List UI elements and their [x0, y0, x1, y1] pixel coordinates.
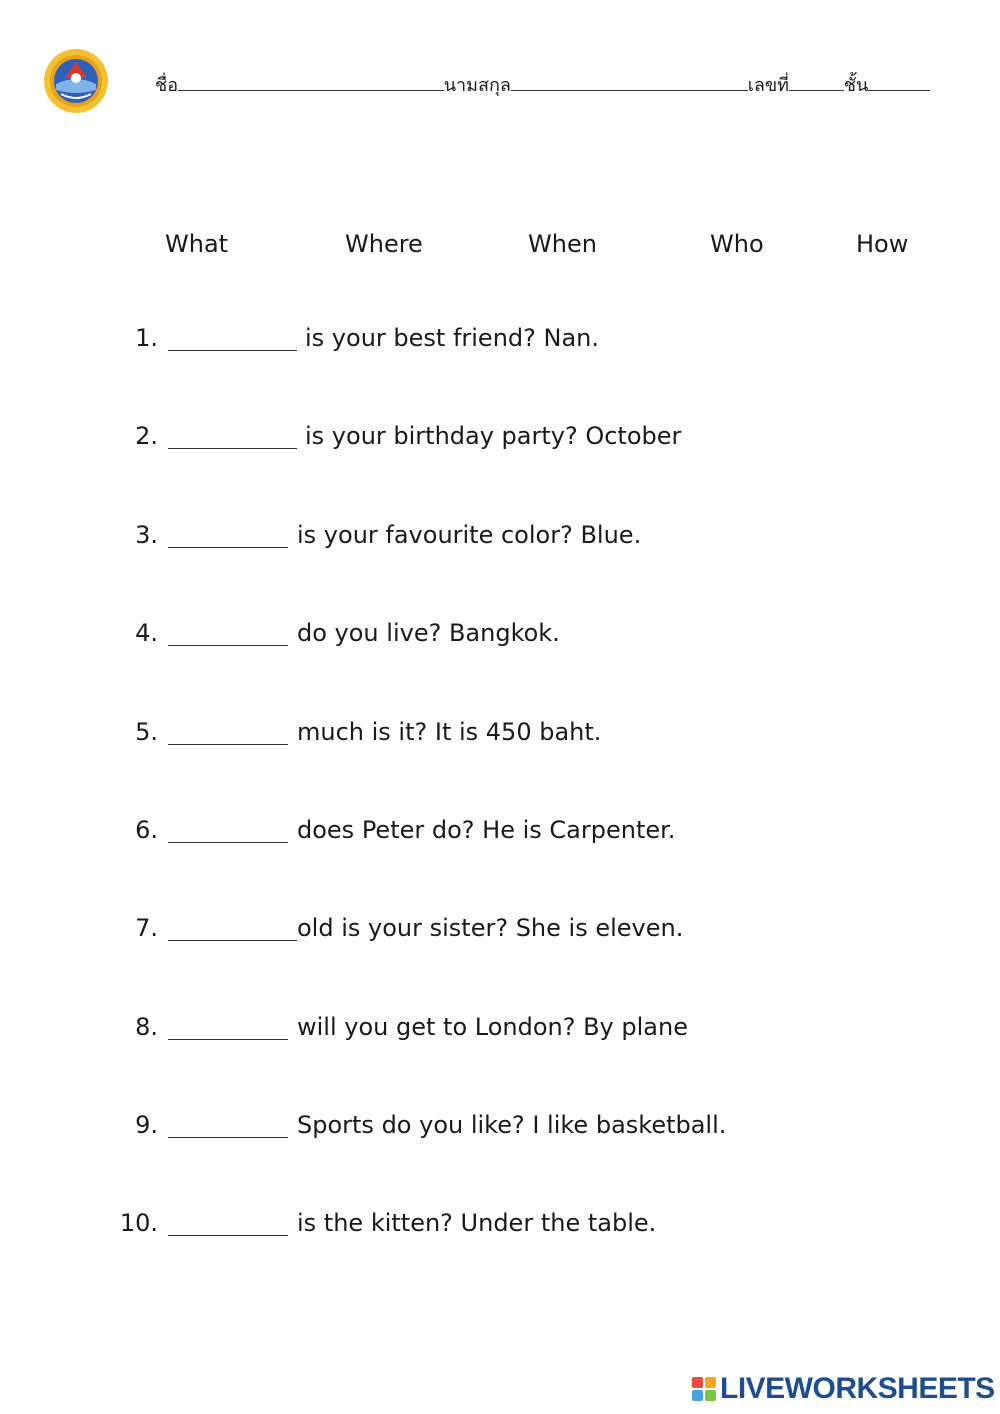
- question-item: [0, 1209, 1000, 1249]
- number-field[interactable]: [789, 72, 844, 91]
- answer-blank[interactable]: [168, 940, 297, 941]
- question-text: old is your sister? She is eleven.: [297, 914, 684, 942]
- question-number: 3.: [135, 521, 158, 549]
- question-item: [0, 521, 1000, 561]
- question-item: [0, 1013, 1000, 1053]
- question-item: [0, 1111, 1000, 1151]
- question-text: is your birthday party? October: [305, 422, 682, 450]
- question-text: do you live? Bangkok.: [297, 619, 560, 647]
- liveworksheets-logo-icon: [692, 1377, 716, 1401]
- question-item: [0, 324, 1000, 364]
- answer-blank[interactable]: [168, 744, 288, 745]
- word-bank-item: What: [165, 230, 229, 258]
- answer-blank[interactable]: [168, 1235, 288, 1236]
- surname-label: นามสกุล: [443, 75, 511, 96]
- question-number: 6.: [135, 816, 158, 844]
- question-text: much is it? It is 450 baht.: [297, 718, 602, 746]
- question-item: [0, 422, 1000, 462]
- answer-blank[interactable]: [168, 1137, 288, 1138]
- class-field[interactable]: [868, 72, 930, 91]
- question-item: [0, 816, 1000, 856]
- school-emblem-icon: [43, 48, 109, 114]
- brand-text: LIVEWORKSHEETS: [720, 1372, 995, 1405]
- student-info-line: [155, 70, 930, 99]
- word-bank: [0, 230, 1000, 270]
- question-number: 9.: [135, 1111, 158, 1139]
- name-label: ชื่อ: [155, 75, 179, 96]
- word-bank-item: Where: [345, 230, 423, 258]
- word-bank-item: When: [528, 230, 597, 258]
- surname-field[interactable]: [511, 72, 748, 91]
- question-text: Sports do you like? I like basketball.: [297, 1111, 727, 1139]
- answer-blank[interactable]: [168, 547, 288, 548]
- question-number: 5.: [135, 718, 158, 746]
- answer-blank[interactable]: [168, 350, 297, 351]
- question-number: 7.: [135, 914, 158, 942]
- word-bank-item: How: [856, 230, 909, 258]
- question-number: 8.: [135, 1013, 158, 1041]
- question-number: 10.: [119, 1209, 158, 1237]
- question-item: [0, 619, 1000, 659]
- question-text: will you get to London? By plane: [297, 1013, 688, 1041]
- question-item: [0, 914, 1000, 954]
- name-field[interactable]: [178, 72, 444, 91]
- answer-blank[interactable]: [168, 645, 288, 646]
- question-number: 4.: [135, 619, 158, 647]
- class-label: ชั้น: [843, 75, 869, 96]
- answer-blank[interactable]: [168, 448, 297, 449]
- question-number: 2.: [135, 422, 158, 450]
- answer-blank[interactable]: [168, 1039, 288, 1040]
- word-bank-item: Who: [710, 230, 764, 258]
- number-label: เลขที่: [747, 75, 790, 96]
- question-text: is your best friend? Nan.: [305, 324, 599, 352]
- question-item: [0, 718, 1000, 758]
- question-text: does Peter do? He is Carpenter.: [297, 816, 676, 844]
- question-text: is the kitten? Under the table.: [297, 1209, 657, 1237]
- question-text: is your favourite color? Blue.: [297, 521, 642, 549]
- liveworksheets-brand: [692, 1372, 995, 1406]
- question-number: 1.: [135, 324, 158, 352]
- answer-blank[interactable]: [168, 842, 288, 843]
